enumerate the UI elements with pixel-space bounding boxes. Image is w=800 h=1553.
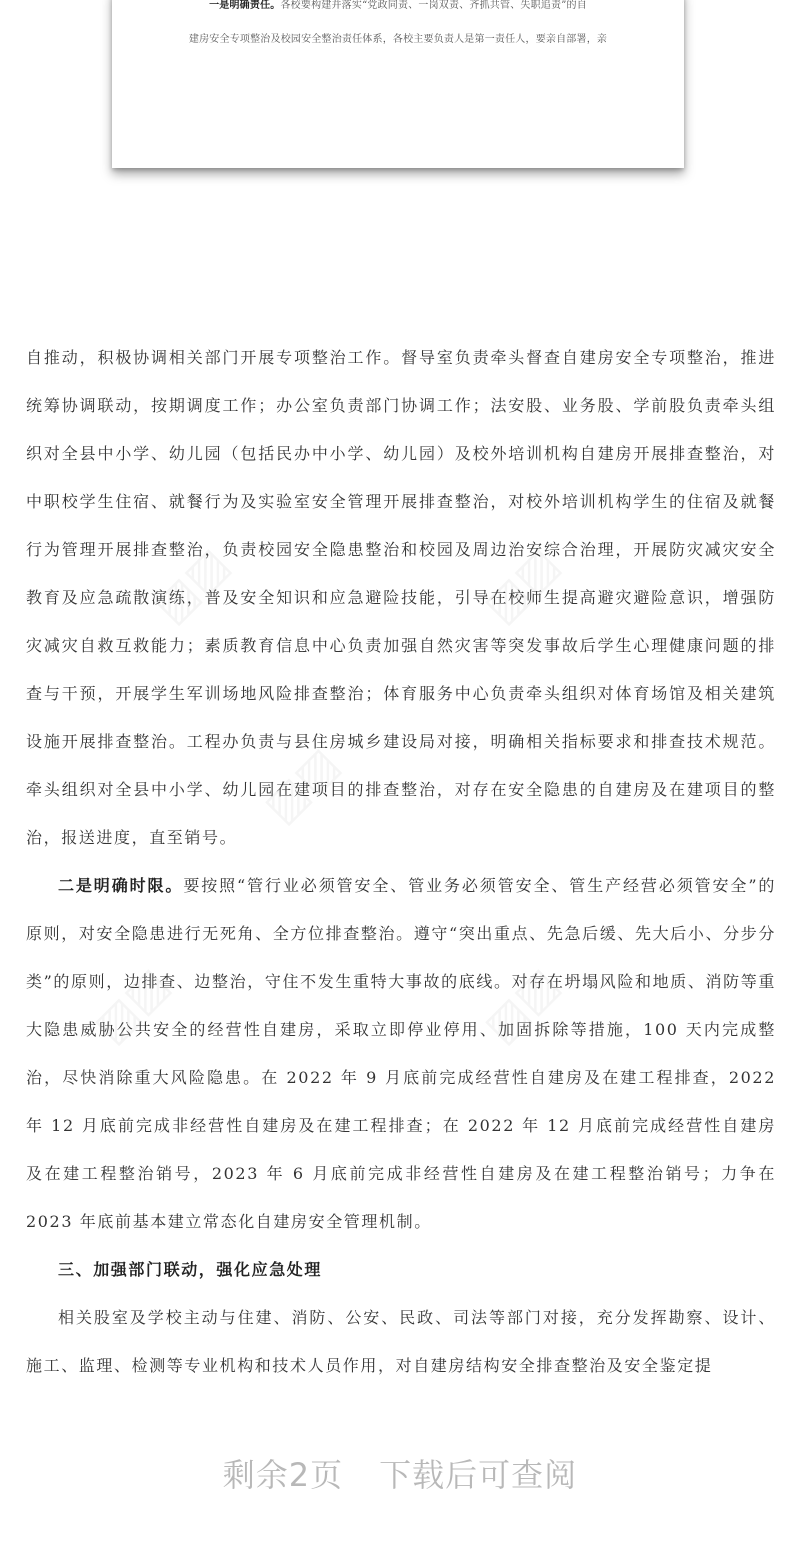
paragraph-2-text: 要按照“管行业必须管安全、管业务必须管安全、管生产经营必须管安全”的原则，对安全隐患进行无死角、全方位排查整治。遵守“突出重点、先急后缓、先大后小、分步分类”的原则，边排查、边整治，守住不发生重特大事故的底线。对存在坍塌风险和地质、消防等重大隐患威胁公共安全的经营性自建房，采取立即停业停用、加固拆除等措施，100 天内完成整治，尽快消除重大风险隐患。在 2022 年 9 月底前完成经营性自建房及在建工程排查，2022 年 12 月底前完成非经营性自建房及在建工程排查；在 2022 年 12 月底前完成经营性自建房及在建工程整治销号，2023 年 6 月底前完成非经营性自建房及在建工程整治销号；力争在 2023 年底前基本建立常态化自建房安全管理机制。 (26, 876, 776, 1231)
paragraph-2-lead: 二是明确时限。 (58, 876, 184, 895)
paragraph-1: 自推动，积极协调相关部门开展专项整治工作。督导室负责牵头督查自建房安全专项整治，推进统筹协调联动，按期调度工作；办公室负责部门协调工作；法安股、业务股、学前股负责牵头组织对全县中小学、幼儿园（包括民办中小学、幼儿园）及校外培训机构自建房开展排查整治，对中职校学生住宿、就餐行为及实验室安全管理开展排查整治，对校外培训机构学生的住宿及就餐行为管理开展排查整治，负责校园安全隐患整治和校园及周边治安综合治理，开展防灾减灾安全教育及应急疏散演练，普及安全知识和应急避险技能，引导在校师生提高避灾避险意识，增强防灾减灾自救互救能力；素质教育信息中心负责加强自然灾害等突发事故后学生心理健康问题的排查与干预，开展学生军训场地风险排查整治；体育服务中心负责牵头组织对体育场馆及相关建筑设施开展排查整治。工程办负责与县住房城乡建设局对接，明确相关指标要求和排查技术规范。牵头组织对全县中小学、幼儿园在建项目的排查整治，对存在安全隐患的自建房及在建项目的整治，报送进度，直至销号。 (26, 348, 776, 847)
watermark: ▨▨ (254, 738, 350, 833)
preview-line-2: 建房安全专项整治及校园安全整治责任体系，各校主要负责人是第一责任人，要亲自部署，亲 (188, 34, 608, 45)
paragraph-3: 相关股室及学校主动与住建、消防、公安、民政、司法等部门对接，充分发挥勘察、设计、施工、监理、检测等专业机构和技术人员作用，对自建房结构安全排查整治及安全鉴定提 (26, 1308, 776, 1375)
preview-bold-lead: 一是明确责任。 (209, 0, 281, 11)
document-body (26, 334, 776, 1390)
preview-line-1 (112, 0, 684, 11)
watermark: ▨▨ (144, 538, 240, 633)
page-preview-card (112, 0, 684, 168)
watermark: ▨▨ (474, 538, 570, 633)
watermark: ▨▨ (474, 958, 570, 1053)
download-prompt[interactable] (0, 1450, 800, 1496)
watermark: ▨▨ (84, 958, 180, 1053)
remaining-pages-label: 剩余2页 (222, 1456, 344, 1494)
preview-text-1: 各校要构建并落实“党政同责、一岗双责、齐抓共管、失职追责”的自 (280, 0, 587, 11)
paragraph-2 (26, 862, 776, 1246)
download-hint-label: 下载后可查阅 (379, 1456, 578, 1494)
section-heading-3: 三、加强部门联动，强化应急处理 (58, 1260, 323, 1279)
